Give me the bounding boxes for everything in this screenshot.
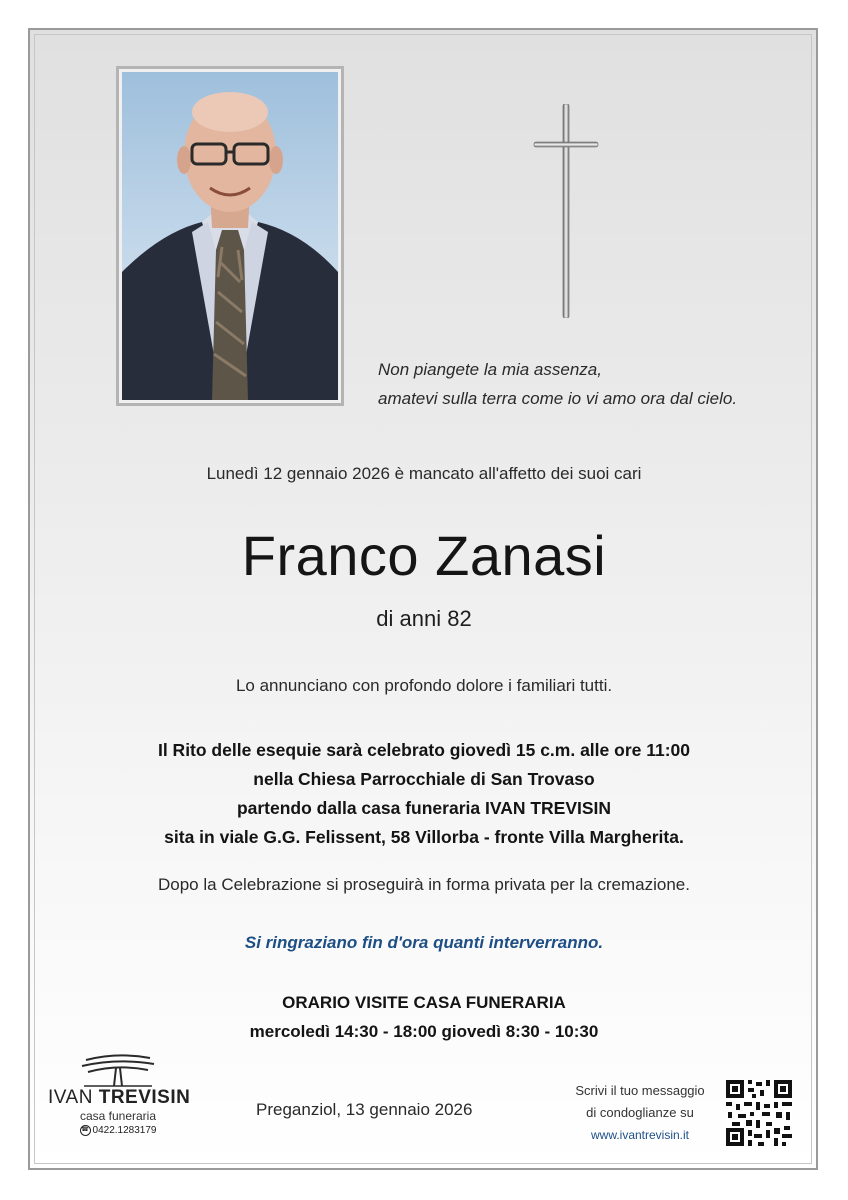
quote-line-1: Non piangete la mia assenza, — [378, 360, 602, 379]
funeral-line-2: nella Chiesa Parrocchiale di San Trovaso — [253, 769, 595, 789]
logo-last-name: TREVISIN — [98, 1087, 191, 1108]
logo-subtitle: casa funeraria — [79, 1109, 157, 1123]
funeral-line-3: partendo dalla casa funeraria IVAN TREVISIN — [236, 798, 612, 818]
condolence-info — [560, 1080, 720, 1146]
visiting-hours — [60, 988, 788, 1046]
logo-first-name: IVAN — [48, 1087, 93, 1108]
deceased-age: di anni 82 — [376, 606, 472, 631]
condolence-line-2: di condoglianze su — [586, 1105, 694, 1120]
condolence-line-1: Scrivi il tuo messaggio — [575, 1083, 705, 1098]
visiting-hours-title: ORARIO VISITE CASA FUNERARIA — [282, 993, 566, 1012]
memorial-quote — [378, 355, 798, 413]
funeral-home-logo — [48, 1052, 191, 1152]
quote-line-2: amatevi sulla terra come io vi amo ora dal cielo. — [378, 389, 738, 408]
cremation-note: Dopo la Celebrazione si proseguirà in forma privata per la cremazione. — [158, 875, 690, 894]
funeral-details — [60, 736, 788, 852]
website-link[interactable]: www.ivantrevisin.it — [590, 1128, 690, 1142]
visiting-hours-times: mercoledì 14:30 - 18:00 giovedì 8:30 - 10:30 — [249, 1022, 599, 1041]
portrait-image — [122, 72, 338, 400]
tree-logo-icon — [78, 1052, 158, 1088]
family-announcement: Lo annunciano con profondo dolore i familiari tutti. — [235, 676, 613, 695]
death-announcement: Lunedì 12 gennaio 2026 è mancato all'affetto dei suoi cari — [206, 464, 642, 483]
funeral-line-1: Il Rito delle esequie sarà celebrato giovedì 15 c.m. alle ore 11:00 — [157, 740, 691, 760]
cross-icon — [532, 104, 600, 318]
logo-phone — [48, 1125, 188, 1136]
thanks-message: Si ringraziano fin d'ora quanti interverranno. — [244, 933, 604, 952]
place-and-date: Preganziol, 13 gennaio 2026 — [256, 1100, 473, 1119]
portrait-photo — [116, 66, 344, 406]
phone-number: 0422.1283179 — [92, 1125, 157, 1137]
funeral-line-4: sita in viale G.G. Felissent, 58 Villorba - fronte Villa Margherita. — [164, 827, 684, 847]
logo-wordmark — [48, 1087, 191, 1108]
qr-code-icon[interactable] — [726, 1080, 792, 1146]
deceased-name: Franco Zanasi — [241, 524, 607, 587]
phone-icon: ☎ — [80, 1125, 91, 1136]
